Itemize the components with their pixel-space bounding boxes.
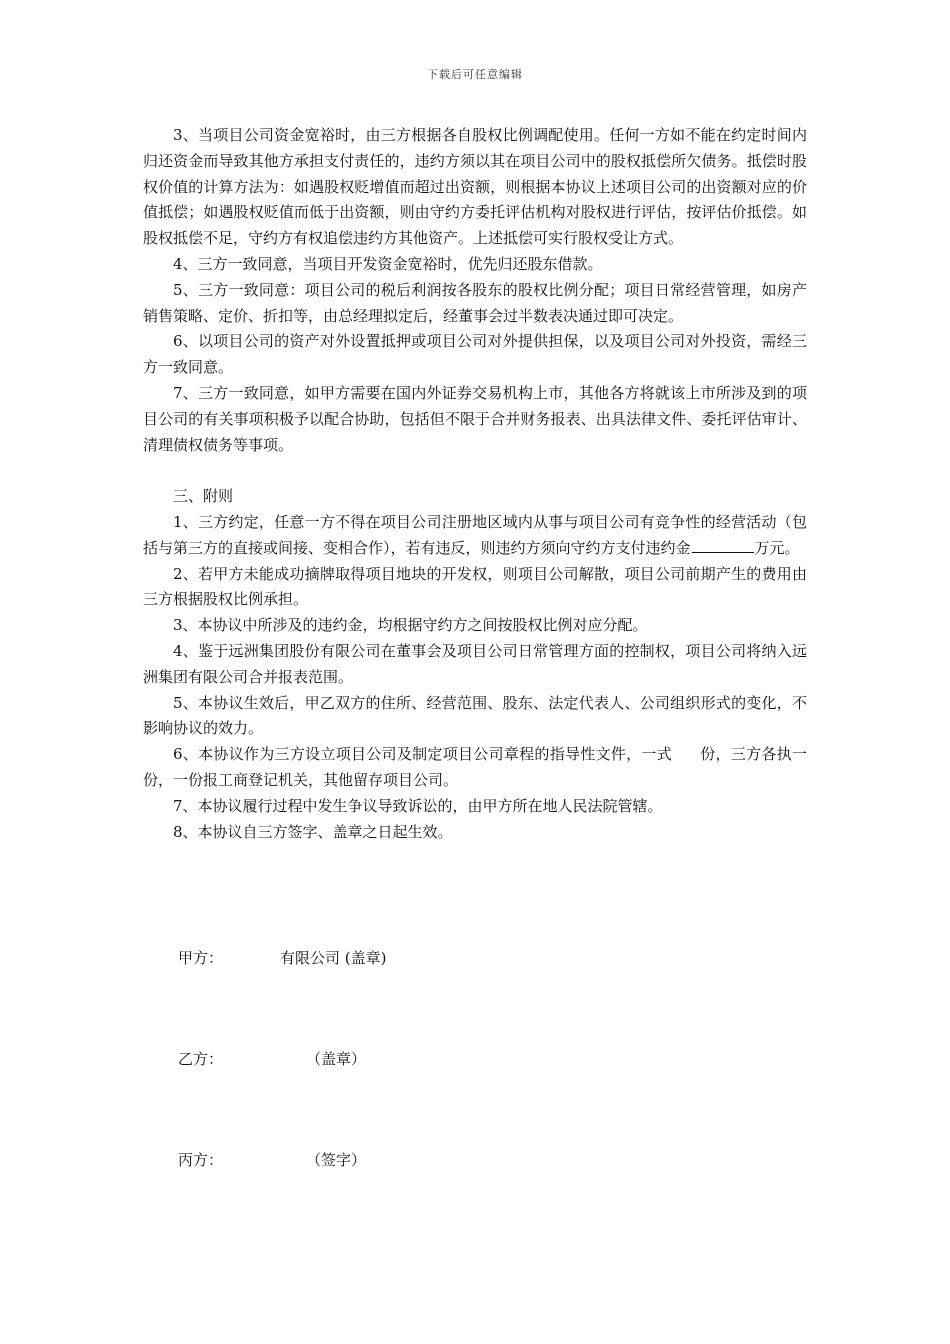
party-b-label: 乙方： bbox=[178, 1050, 224, 1068]
party-c-label: 丙方： bbox=[178, 1151, 224, 1169]
appendix-clause-1-unit: 万元。 bbox=[754, 538, 800, 557]
clause-5: 5、三方一致同意：项目公司的税后利润按各股东的股权比例分配；项目日常经营管理，如房产销售策略、定价、折扣等，由总经理拟定后，经董事会过半数表决通过即可决定。 bbox=[143, 280, 807, 325]
clause-4: 4、三方一致同意，当项目开发资金宽裕时，优先归还股东借款。 bbox=[173, 254, 603, 273]
appendix-clause-5: 5、本协议生效后，甲乙双方的住所、经营范围、股东、法定代表人、公司组织形式的变化，不影响协议的效力。 bbox=[143, 693, 807, 738]
clause-3: 3、当项目公司资金宽裕时，由三方根据各自股权比例调配使用。任何一方如不能在约定时间内归还资金而导致其他方承担支付责任的，违约方须以其在项目公司中的股权抵偿所欠债务。抵偿时股权价值的计算方法为：如遇股权贬增值而超过出资额，则根据本协议上述项目公司的出资额对应的价值抵偿；如遇股权贬值而低于出资额，则由守约方委托评估机构对股权进行评估，按评估价抵偿。如股权抵偿不足，守约方有权追偿违约方其他资产。上述抵偿可实行股权受让方式。 bbox=[143, 126, 807, 248]
signature-party-a bbox=[178, 947, 387, 968]
clause-6: 6、以项目公司的资产对外设置抵押或项目公司对外提供担保，以及项目公司对外投资，需经三方一致同意。 bbox=[143, 332, 807, 377]
appendix-clause-4: 4、鉴于远洲集团股份有限公司在董事会及项目公司日常管理方面的控制权，项目公司将纳入远洲集团有限公司合并报表范围。 bbox=[143, 641, 807, 686]
document-body bbox=[143, 123, 807, 845]
appendix-clause-2: 2、若甲方未能成功摘牌取得项目地块的开发权，则项目公司解散，项目公司前期产生的费用由三方根据股权比例承担。 bbox=[143, 564, 807, 609]
appendix-clause-1-text: 1、三方约定，任意一方不得在项目公司注册地区域内从事与项目公司有竞争性的经营活动（包括与第三方的直接或间接、变相合作），若有违反，则违约方须向守约方支付违约金 bbox=[143, 512, 807, 557]
appendix-clause-3: 3、本协议中所涉及的违约金，均根据守约方之间按股权比例对应分配。 bbox=[173, 616, 648, 635]
appendix-clause-6-text: 6、本协议作为三方设立项目公司及制定项目公司章程的指导性文件，一式 bbox=[173, 745, 672, 764]
appendix-clause-6-rest: 份，三方各执一份，一份报工商登记机关，其他留存项目公司。 bbox=[143, 745, 807, 789]
page-header: 下载后可任意编辑 bbox=[427, 68, 523, 81]
signature-party-c bbox=[178, 1149, 367, 1170]
penalty-amount-blank[interactable] bbox=[692, 538, 754, 553]
party-c-signature: （签字） bbox=[306, 1151, 367, 1169]
appendix-clause-6 bbox=[143, 742, 807, 794]
section-title: 三、附则 bbox=[173, 487, 234, 506]
appendix-clause-8: 8、本协议自三方签字、盖章之日起生效。 bbox=[173, 822, 453, 841]
spacer bbox=[143, 458, 807, 484]
party-b-seal: （盖章） bbox=[306, 1050, 367, 1068]
party-a-label: 甲方： bbox=[178, 949, 224, 967]
clause-7: 7、三方一致同意，如甲方需要在国内外证券交易机构上市，其他各方将就该上市所涉及到的项目公司的有关事项积极予以配合协助，包括但不限于合并财务报表、出具法律文件、委托评估审计、清理债权债务等事项。 bbox=[143, 383, 807, 454]
appendix-clause-7: 7、本协议履行过程中发生争议导致诉讼的，由甲方所在地人民法院管辖。 bbox=[173, 796, 663, 815]
signature-party-b bbox=[178, 1048, 367, 1069]
party-a-seal: 有限公司 (盖章) bbox=[280, 949, 387, 967]
appendix-clause-1 bbox=[143, 510, 807, 562]
